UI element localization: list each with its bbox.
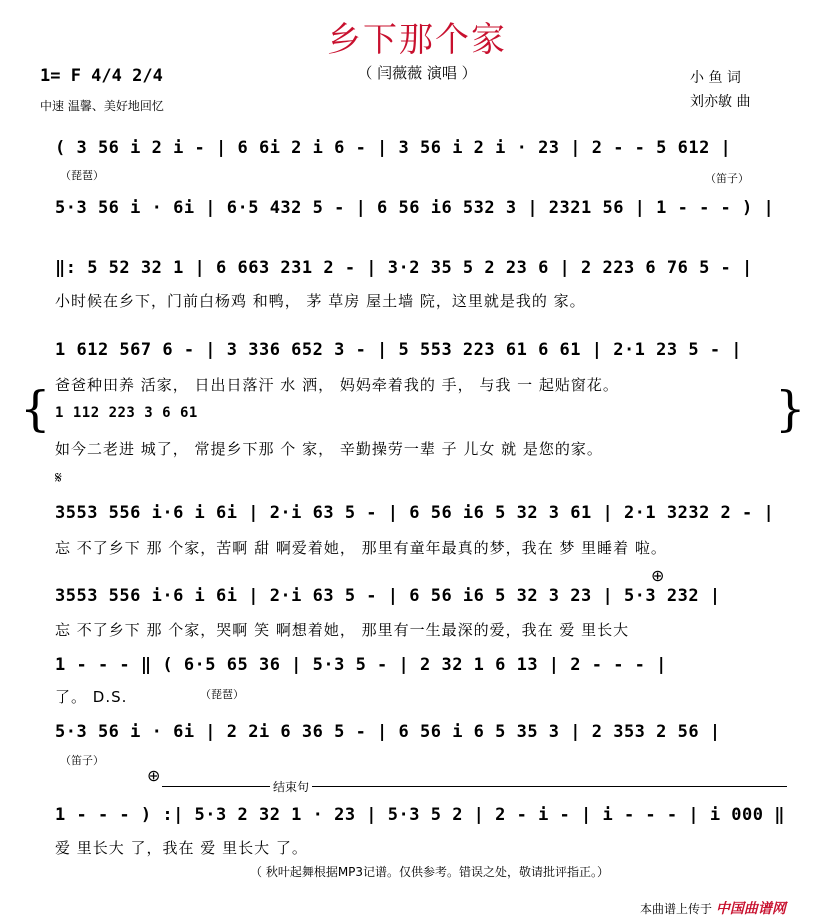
right-brace: } bbox=[775, 381, 806, 437]
notation-line-4: 1 612 567 6 - | 3 336 652 3 - | 5 553 223 61 6 61 | 2·1 23 5 - | bbox=[55, 340, 743, 360]
segno-sign: 𝄋 bbox=[55, 468, 62, 487]
instrument-dizi-label-2: （笛子） bbox=[60, 754, 104, 767]
left-brace: { bbox=[20, 381, 51, 437]
lyric-line-4b: 如今二老进 城了， 常提乡下那 个 家， 辛勤操劳一辈 子 儿女 就 是您的家。 bbox=[55, 440, 603, 458]
instrument-pipa-label: （琵琶） bbox=[60, 169, 104, 182]
lyric-line-7: 了。 D.S. bbox=[55, 688, 128, 706]
transcription-note: （ 秋叶起舞根据MP3记谱。仅供参考。错误之处，敬请批评指正。） bbox=[250, 865, 610, 879]
composer: 刘亦敏 曲 bbox=[690, 94, 751, 110]
key-signature: 1= F 4/4 2/4 bbox=[40, 66, 163, 86]
tempo-marking: 中速 温馨、美好地回忆 bbox=[40, 99, 164, 113]
footer-prefix: 本曲谱上传于 bbox=[640, 902, 713, 916]
instrument-dizi-label: （笛子） bbox=[705, 172, 749, 185]
notation-line-1: ( 3 56 i 2 i - | 6 6i 2 i 6 - | 3 56 i 2 i · 23 | 2 - - 5 612 | bbox=[55, 138, 732, 158]
notation-line-7: 1 - - - ‖ ( 6·5 65 36 | 5·3 5 - | 2 32 1 6 13 | 2 - - - | bbox=[55, 655, 667, 675]
notation-line-9: 1 - - - ) :| 5·3 2 32 1 · 23 | 5·3 5 2 | 2 - i - | i - - - | i 000 ‖ bbox=[55, 805, 785, 825]
notation-line-8: 5·3 56 i · 6i | 2 2i 6 36 5 - | 6 56 i 6 5 35 3 | 2 353 2 56 | bbox=[55, 722, 721, 742]
notation-line-3: ‖: 5 52 32 1 | 6 663 231 2 - | 3·2 35 5 2 23 6 | 2 223 6 76 5 - | bbox=[55, 258, 753, 278]
instrument-pipa-label-2: （琵琶） bbox=[200, 688, 244, 701]
notation-line-6: 3553 556 i·6 i 6i | 2·i 63 5 - | 6 56 i6 5 32 3 23 | 5·3 232 | bbox=[55, 586, 721, 606]
notation-line-2: 5·3 56 i · 6i | 6·5 432 5 - | 6 56 i6 532 3 | 2321 56 | 1 - - - ) | bbox=[55, 198, 775, 218]
ending-bracket-line bbox=[162, 786, 787, 787]
footer-credit bbox=[640, 898, 786, 918]
lyricist: 小 鱼 词 bbox=[690, 70, 741, 86]
lyric-line-5: 忘 不了乡下 那 个家，苦啊 甜 啊爱着她， 那里有童年最真的梦，我在 梦 里睡着 啦。 bbox=[55, 539, 667, 557]
notation-line-4b: 1 112 223 3 6 61 bbox=[55, 405, 198, 421]
page-title: 乡下那个家 bbox=[327, 20, 507, 60]
lyric-line-9: 爱 里长大 了，我在 爱 里长大 了。 bbox=[55, 839, 308, 857]
credits bbox=[690, 66, 750, 114]
site-logo[interactable]: 中国曲谱网 bbox=[715, 901, 786, 917]
lyric-line-3: 小时候在乡下，门前白杨鸡 和鸭， 茅 草房 屋土墙 院，这里就是我的 家。 bbox=[55, 292, 586, 310]
ending-label: 结束句 bbox=[270, 778, 312, 795]
lyric-line-4a: 爸爸种田养 活家， 日出日落汗 水 洒， 妈妈牵着我的 手， 与我 一 起贴窗花。 bbox=[55, 376, 619, 394]
coda-sign-2: ⊕ bbox=[147, 766, 161, 785]
performer-subtitle: （ 闫薇薇 演唱 ） bbox=[357, 64, 477, 82]
coda-sign-1: ⊕ bbox=[651, 566, 665, 585]
notation-line-5: 3553 556 i·6 i 6i | 2·i 63 5 - | 6 56 i6 5 32 3 61 | 2·1 3232 2 - | bbox=[55, 503, 775, 523]
lyric-line-6: 忘 不了乡下 那 个家，哭啊 笑 啊想着她， 那里有一生最深的爱，我在 爱 里长大 bbox=[55, 621, 630, 639]
